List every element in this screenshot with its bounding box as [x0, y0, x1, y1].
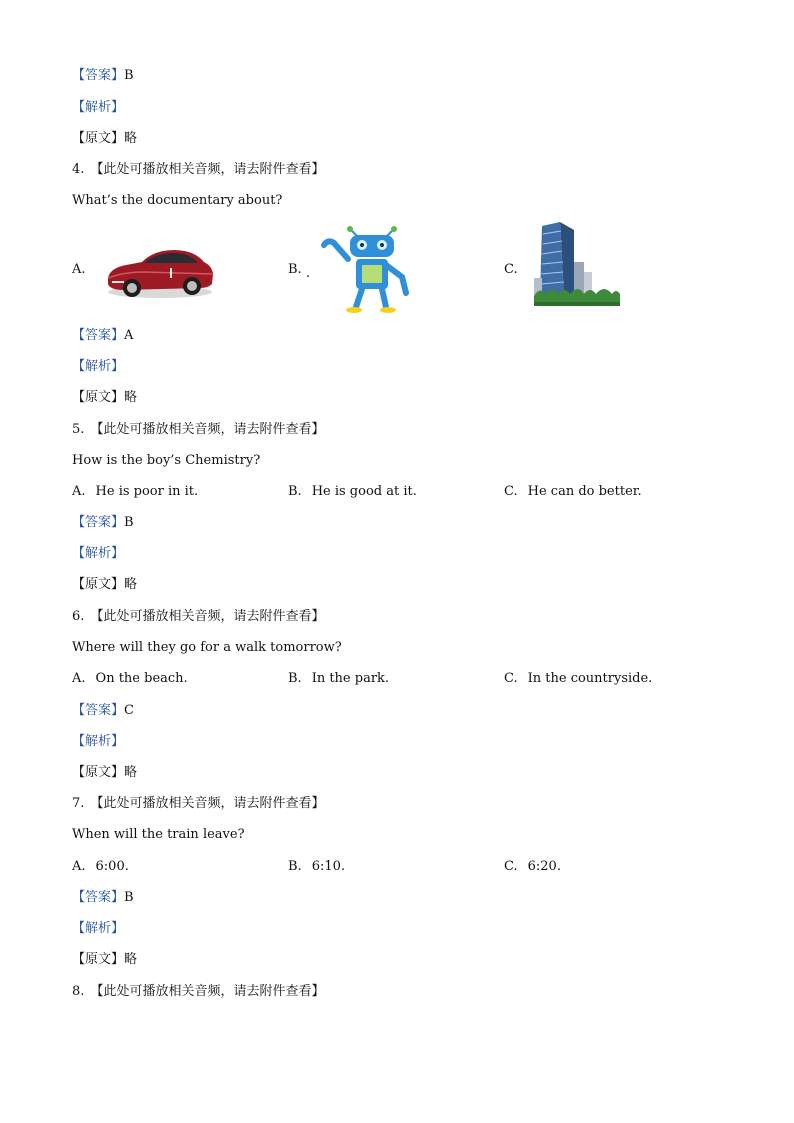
original-label: 【原文】: [72, 390, 125, 405]
answer-label: 【答案】: [72, 328, 125, 343]
answer-line: [72, 702, 134, 720]
analysis-line: [72, 733, 124, 751]
audio-notice[interactable]: 【此处可播放相关音频，请去附件查看】: [90, 422, 325, 437]
answer-value: B: [124, 68, 134, 83]
car-image: [104, 238, 216, 302]
option-b-letter: B. .: [288, 262, 310, 281]
audio-notice[interactable]: 【此处可播放相关音频，请去附件查看】: [90, 796, 325, 811]
original-label: 【原文】: [72, 952, 125, 967]
original-label: 【原文】: [72, 131, 125, 146]
analysis-label: 【解析】: [72, 546, 125, 561]
option-c: C. He can do better.: [504, 484, 642, 499]
question-number: 5.: [72, 422, 85, 437]
analysis-line: [72, 920, 124, 938]
original-text: 略: [124, 952, 138, 967]
original-label: 【原文】: [72, 577, 125, 592]
analysis-line: [72, 99, 124, 117]
analysis-label: 【解析】: [72, 921, 125, 936]
original-text: 略: [124, 577, 138, 592]
question-6-header: [72, 608, 325, 626]
answer-value: B: [124, 515, 134, 530]
question-6-text: Where will they go for a walk tomorrow?: [72, 640, 342, 655]
answer-label: 【答案】: [72, 890, 125, 905]
original-line: [72, 576, 137, 594]
original-text: 略: [124, 765, 138, 780]
question-5-text: How is the boy’s Chemistry?: [72, 453, 261, 468]
original-label: 【原文】: [72, 765, 125, 780]
answer-label: 【答案】: [72, 515, 125, 530]
option-b: B. He is good at it.: [288, 484, 417, 499]
option-c: C. 6:20.: [504, 859, 561, 874]
answer-line: [72, 67, 134, 85]
question-number: 4.: [72, 162, 85, 177]
audio-notice[interactable]: 【此处可播放相关音频，请去附件查看】: [90, 609, 325, 624]
question-7-text: When will the train leave?: [72, 827, 245, 842]
audio-notice[interactable]: 【此处可播放相关音频，请去附件查看】: [90, 162, 325, 177]
analysis-line: [72, 358, 124, 376]
answer-label: 【答案】: [72, 703, 125, 718]
audio-notice[interactable]: 【此处可播放相关音频，请去附件查看】: [90, 984, 325, 999]
option-b: B. 6:10.: [288, 859, 346, 874]
robot-image: [320, 225, 414, 315]
option-a: A. 6:00.: [72, 859, 129, 874]
original-line: [72, 951, 137, 969]
analysis-line: [72, 545, 124, 563]
answer-value: C: [124, 703, 134, 718]
analysis-label: 【解析】: [72, 734, 125, 749]
answer-line: [72, 889, 134, 907]
analysis-label: 【解析】: [72, 100, 125, 115]
question-8-header: [72, 983, 325, 1001]
answer-label: 【答案】: [72, 68, 125, 83]
question-7-header: [72, 795, 325, 813]
option-a-letter: A.: [72, 262, 86, 277]
original-line: [72, 764, 137, 782]
option-a: A. On the beach.: [72, 671, 188, 686]
answer-line: [72, 514, 134, 532]
question-4-header: [72, 161, 325, 179]
option-a: A. He is poor in it.: [72, 484, 199, 499]
original-text: 略: [124, 390, 138, 405]
answer-line: [72, 327, 133, 345]
building-image: [534, 222, 620, 306]
option-c: C. In the countryside.: [504, 671, 653, 686]
option-c-letter: C.: [504, 262, 518, 277]
analysis-label: 【解析】: [72, 359, 125, 374]
question-5-header: [72, 421, 325, 439]
original-text: 略: [124, 131, 138, 146]
question-number: 7.: [72, 796, 85, 811]
answer-value: B: [124, 890, 134, 905]
option-b: B. In the park.: [288, 671, 390, 686]
answer-value: A: [124, 328, 134, 343]
original-line: [72, 389, 137, 407]
original-line: [72, 130, 137, 148]
question-number: 6.: [72, 609, 85, 624]
question-4-text: What’s the documentary about?: [72, 193, 283, 208]
question-number: 8.: [72, 984, 85, 999]
